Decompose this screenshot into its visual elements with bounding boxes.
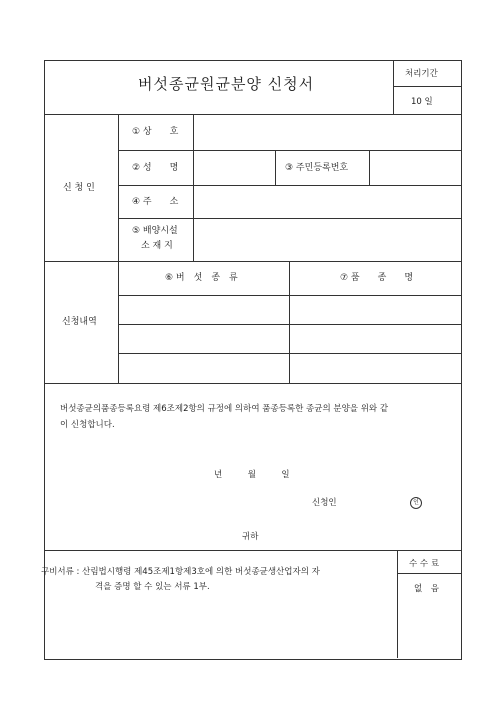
address-label: ④ 주 소: [132, 197, 179, 207]
rule-app-row1: [118, 150, 461, 151]
details-section-label: 신청내역: [62, 317, 97, 327]
processing-period-label: 처리기간: [405, 69, 438, 79]
applicant-sign-label: 신청인: [312, 498, 337, 508]
rule-det-bottom: [44, 383, 461, 384]
rule-app-bottom: [44, 261, 461, 262]
applicant-section-label: 신 청 인: [63, 183, 95, 193]
required-docs-line2: 격을 증명 할 수 있는 서류 1부.: [95, 582, 210, 592]
mushroom-type-header: ⑥ 버 섯 종 류: [165, 273, 238, 283]
rule-period-mid: [393, 86, 461, 87]
variety-name-header: ⑦ 품 종 명: [340, 273, 414, 283]
facility-label-line2: 소 재 지: [141, 241, 173, 251]
seal-mark: 인: [410, 497, 422, 509]
rule-fee-mid: [397, 573, 461, 574]
person-name-label: ② 성 명: [132, 163, 179, 173]
rule-fee-left: [397, 550, 398, 658]
rule-det-mid-col: [289, 261, 290, 383]
rule-app-row2: [118, 185, 461, 186]
form-title: 버섯종균원균분양 신청서: [138, 75, 315, 93]
required-docs-line1: 구비서류 : 산림법시행령 제45조제1항제3호에 의한 버섯종균생산업자의 자: [41, 567, 320, 577]
rule-app-label-col: [118, 114, 119, 261]
addressee-label: 귀하: [242, 532, 259, 542]
business-name-label: ① 상 호: [132, 127, 179, 137]
rule-statement-bottom: [44, 550, 461, 551]
rule-app-field-col: [193, 114, 194, 261]
fee-label: 수 수 료: [409, 559, 440, 569]
date-line: 년 월 일: [214, 470, 290, 480]
resident-id-label: ③ 주민등록번호: [285, 163, 349, 173]
fee-value: 없 음: [414, 584, 439, 594]
rule-id-left: [275, 150, 276, 185]
statement-line2: 이 신청합니다.: [60, 420, 115, 430]
statement-line1: 버섯종균의품종등록요령 제6조제2항의 규정에 의하여 품종등록한 종균의 분양을 위와 같: [60, 404, 389, 414]
rule-period-left: [393, 60, 394, 114]
processing-period-value: 10 일: [411, 97, 433, 107]
rule-app-row3: [118, 218, 461, 219]
rule-det-label-col: [118, 261, 119, 383]
facility-label-line1: ⑤ 배양시설: [132, 226, 178, 236]
rule-title-bottom: [44, 114, 461, 115]
rule-id-right: [369, 150, 370, 185]
